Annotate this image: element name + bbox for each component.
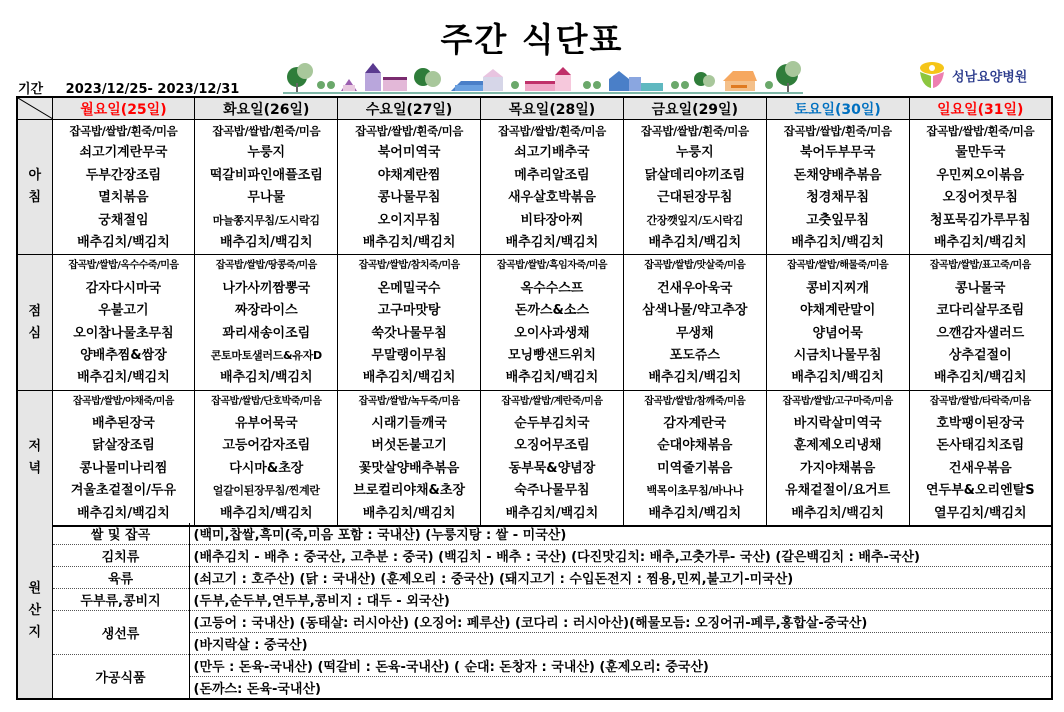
menu-cell xyxy=(52,255,195,390)
menu-item: 시금치나물무침 xyxy=(793,347,882,363)
menu-item: 잡곡밥/쌀밥/참치죽/미음 xyxy=(358,260,460,272)
menu-item: 열무김치/백김치 xyxy=(933,505,1027,521)
menu-cell xyxy=(481,390,624,526)
menu-item: 배추김치/백김치 xyxy=(77,370,170,386)
menu-item: 잡곡밥/쌀밥/참깨죽/미음 xyxy=(644,395,746,407)
menu-item: 짜장라이스 xyxy=(234,303,298,319)
origin-value: (배추김치 - 배추 : 중국산, 고추분 : 중국) (백김치 - 배추 : 국산) (다진맛김치: 배추,고춧가루- 국산) (갈은백김치 : 배추-국산) xyxy=(189,545,1052,567)
menu-item: 우불고기 xyxy=(98,303,149,319)
menu-cell xyxy=(195,120,338,255)
origin-category: 육류 xyxy=(52,567,189,589)
meal-label-char: 점 xyxy=(28,303,42,319)
menu-item: 쇠고기계란무국 xyxy=(79,145,168,161)
menu-cell xyxy=(195,255,338,390)
menu-item: 청경채무침 xyxy=(806,190,870,206)
menu-item: 온메밀국수 xyxy=(377,280,441,296)
hospital-logo xyxy=(918,59,1048,91)
origin-label xyxy=(17,523,52,699)
menu-item: 돈사태김치조림 xyxy=(936,438,1025,454)
menu-item: 가지야채볶음 xyxy=(799,460,876,476)
menu-item: 근대된장무침 xyxy=(657,190,733,206)
menu-item: 순대야채볶음 xyxy=(657,438,733,454)
menu-cell xyxy=(338,120,481,255)
menu-item: 잡곡밥/쌀밥/흰죽/미음 xyxy=(498,124,606,138)
menu-item: 나가사끼짬뽕국 xyxy=(222,280,311,296)
menu-item: 코다리살무조림 xyxy=(936,303,1025,319)
menu-cell xyxy=(481,120,624,255)
day-header-wed: 수요일(27일) xyxy=(338,97,481,120)
menu-item: 양념어묵 xyxy=(812,325,863,341)
day-header-tue: 화요일(26일) xyxy=(195,97,338,120)
origin-label-char: 지 xyxy=(28,624,42,640)
origin-value: (만두 : 돈육-국내산) (떡갈비 : 돈육-국내산) ( 순대: 돈창자 : 국내산) (훈제오리: 중국산) xyxy=(189,655,1052,677)
meal-label-char: 저 xyxy=(28,438,42,454)
day-header-sat: 토요일(30일) xyxy=(766,97,909,120)
menu-item: 으깬감자샐러드 xyxy=(936,325,1025,341)
origin-label-char: 원 xyxy=(28,580,42,596)
menu-item: 얼갈이된장무침/찐계란 xyxy=(212,484,320,498)
menu-item: 감자다시마국 xyxy=(85,280,162,296)
menu-item: 옥수수스프 xyxy=(520,280,584,296)
menu-item: 배추된장국 xyxy=(92,416,155,432)
menu-item: 북어두부무국 xyxy=(799,145,876,161)
menu-item: 새우살호박볶음 xyxy=(508,190,596,206)
menu-item: 멸치볶음 xyxy=(98,190,149,206)
origin-row xyxy=(17,611,1052,633)
meal-label-breakfast xyxy=(17,120,52,255)
menu-item: 북어미역국 xyxy=(377,145,441,161)
menu-item: 비타장아찌 xyxy=(520,212,584,228)
menu-item: 꽃맛살양배추볶음 xyxy=(358,460,460,476)
menu-item: 배추김치/백김치 xyxy=(505,234,599,250)
menu-item: 오징어젓무침 xyxy=(942,190,1018,206)
menu-item: 잡곡밥/쌀밥/흰죽/미음 xyxy=(69,124,178,138)
menu-item: 양배추찜&쌈장 xyxy=(80,347,167,363)
period-value: 2023/12/25- 2023/12/31 xyxy=(65,82,240,97)
menu-item: 무생채 xyxy=(675,325,714,341)
meal-row-dinner xyxy=(17,390,1052,526)
menu-item: 잡곡밥/쌀밥/야채죽/미음 xyxy=(72,395,174,407)
menu-cell xyxy=(338,390,481,526)
menu-cell xyxy=(52,390,195,526)
origin-value: (쇠고기 : 호주산) (닭 : 국내산) (훈제오리 : 중국산) (돼지고기 : 수입돈전지 : 찜용,민찌,불고기-미국산) xyxy=(189,567,1052,589)
village-illustration-icon xyxy=(283,55,803,95)
menu-item: 훈제제오리냉채 xyxy=(793,438,882,454)
origin-row xyxy=(17,589,1052,611)
menu-item: 유채겉절이/요거트 xyxy=(785,483,891,499)
menu-item: 잡곡밥/쌀밥/옥수수죽/미음 xyxy=(68,260,179,272)
day-header-sun: 일요일(31일) xyxy=(909,97,1052,120)
menu-item: 쑥갓나물무침 xyxy=(371,325,447,341)
menu-item: 배추김치/백김치 xyxy=(219,234,313,250)
menu-item: 떡갈비파인애플조림 xyxy=(209,167,323,183)
menu-cell xyxy=(623,255,766,390)
menu-cell xyxy=(481,255,624,390)
menu-item: 오이참나물초무침 xyxy=(73,325,174,341)
menu-cell xyxy=(623,120,766,255)
menu-item: 상추겉절이 xyxy=(948,347,1012,363)
meal-label-lunch xyxy=(17,255,52,390)
menu-item: 배추김치/백김치 xyxy=(933,234,1027,250)
meal-label-char: 아 xyxy=(28,168,42,184)
menu-item: 고구마맛탕 xyxy=(377,303,441,319)
menu-item: 겨울초겉절이/두유 xyxy=(70,483,177,499)
day-header-thu: 목요일(28일) xyxy=(481,97,624,120)
menu-item: 배추김치/백김치 xyxy=(791,234,884,250)
menu-item: 배추김치/백김치 xyxy=(648,234,742,250)
menu-item: 잡곡밥/쌀밥/녹두죽/미음 xyxy=(358,395,460,407)
origin-value: (고등어 : 국내산) (동태살: 러시아산) (오징어: 페루산) (코다리 : 러시아산)(해물모듬: 오징어귀-페루,홍합살-중국산) xyxy=(189,611,1052,633)
menu-item: 우민찌오이볶음 xyxy=(936,167,1025,183)
day-header-fri: 금요일(29일) xyxy=(623,97,766,120)
menu-item: 미역줄기볶음 xyxy=(657,460,733,476)
menu-item: 포도쥬스 xyxy=(669,347,720,363)
menu-item: 쇠고기배추국 xyxy=(514,145,590,161)
menu-item: 배추김치/백김치 xyxy=(219,505,313,521)
weekly-menu-table xyxy=(16,96,1053,527)
menu-cell xyxy=(909,390,1052,526)
menu-item: 잡곡밥/쌀밥/흰죽/미음 xyxy=(640,124,749,138)
day-header-mon: 월요일(25일) xyxy=(52,97,195,120)
menu-item: 배추김치/백김치 xyxy=(362,234,456,250)
menu-item: 잡곡밥/쌀밥/흰죽/미음 xyxy=(212,124,321,138)
origin-category: 쌀 및 잡곡 xyxy=(52,523,189,545)
origin-row xyxy=(17,567,1052,589)
menu-item: 배추김치/백김치 xyxy=(505,505,599,521)
menu-item: 잡곡밥/쌀밥/단호박죽/미음 xyxy=(211,395,322,407)
origin-row xyxy=(17,523,1052,545)
origin-table xyxy=(16,523,1053,700)
origin-label-char: 산 xyxy=(28,602,42,618)
menu-item: 버섯돈불고기 xyxy=(371,438,447,454)
menu-item: 배추김치/백김치 xyxy=(505,370,599,386)
menu-item: 콘토마토샐러드&유자D xyxy=(210,348,322,362)
menu-item: 순두부김치국 xyxy=(514,416,590,432)
menu-item: 꽈리새송이조림 xyxy=(222,325,311,341)
hospital-name: 성남요양병원 xyxy=(952,69,1028,85)
menu-cell xyxy=(623,390,766,526)
menu-item: 돈까스&소스 xyxy=(514,303,590,319)
period-label: 기간 xyxy=(18,82,44,97)
menu-item: 잡곡밥/쌀밥/흰죽/미음 xyxy=(926,124,1035,138)
menu-item: 콩나물국 xyxy=(955,280,1006,296)
page-title: 주간 식단표 xyxy=(440,20,624,59)
origin-row xyxy=(17,545,1052,567)
menu-item: 시래기들깨국 xyxy=(371,416,447,432)
menu-item: 콩나물무침 xyxy=(377,190,441,206)
menu-item: 건새우볶음 xyxy=(948,460,1012,476)
menu-cell xyxy=(195,390,338,526)
menu-item: 숙주나물무침 xyxy=(514,483,590,499)
menu-item: 유부어묵국 xyxy=(234,416,298,432)
menu-item: 닭살데리야끼조림 xyxy=(644,167,746,183)
menu-item: 배추김치/백김치 xyxy=(77,234,170,250)
menu-item: 누룽지 xyxy=(247,145,286,161)
origin-value: (두부,순두부,연두부,콩비지 : 대두 - 외국산) xyxy=(189,589,1052,611)
menu-item: 마늘쫑지무침/도시락김 xyxy=(212,213,320,227)
menu-item: 물만두국 xyxy=(955,145,1006,161)
menu-item: 무나물 xyxy=(247,190,286,206)
menu-item: 백목이초무침/바나나 xyxy=(646,484,744,498)
menu-item: 잡곡밥/쌀밥/흑임자죽/미음 xyxy=(496,260,608,272)
menu-item: 배추김치/백김치 xyxy=(933,370,1027,386)
menu-item: 잡곡밥/쌀밥/맛살죽/미음 xyxy=(644,260,746,272)
origin-category: 가공식품 xyxy=(52,655,189,700)
menu-item: 고춧잎무침 xyxy=(806,212,870,228)
menu-item: 간장깻잎지/도시락김 xyxy=(646,213,744,227)
menu-item: 닭살장조림 xyxy=(92,438,155,454)
menu-item: 누룽지 xyxy=(675,145,714,161)
origin-category: 생선류 xyxy=(52,611,189,655)
meal-label-dinner xyxy=(17,390,52,526)
menu-item: 배추김치/백김치 xyxy=(791,505,884,521)
origin-category: 김치류 xyxy=(52,545,189,567)
menu-cell xyxy=(52,120,195,255)
origin-value: (백미,찹쌀,흑미(죽,미음 포함 : 국내산) (누룽지탕 : 쌀 - 미국산) xyxy=(189,523,1052,545)
menu-item: 연두부&오리엔탈S xyxy=(925,483,1035,499)
menu-item: 오이사과생채 xyxy=(514,325,590,341)
menu-item: 건새우아욱국 xyxy=(657,280,733,296)
meal-row-lunch xyxy=(17,255,1052,390)
menu-item: 모닝빵샌드위치 xyxy=(508,347,596,363)
menu-item: 고등어감자조림 xyxy=(222,438,311,454)
menu-item: 배추김치/백김치 xyxy=(219,370,313,386)
menu-item: 감자계란국 xyxy=(663,416,727,432)
menu-item: 배추김치/백김치 xyxy=(648,505,742,521)
menu-item: 배추김치/백김치 xyxy=(791,370,884,386)
menu-item: 콩비지찌개 xyxy=(806,280,870,296)
menu-item: 야채계란찜 xyxy=(377,167,441,183)
origin-category: 두부류,콩비지 xyxy=(52,589,189,611)
origin-value: (바지락살 : 중국산) xyxy=(189,633,1052,655)
menu-item: 잡곡밥/쌀밥/흰죽/미음 xyxy=(355,124,463,138)
menu-item: 잡곡밥/쌀밥/타락죽/미음 xyxy=(929,395,1031,407)
menu-item: 동부묵&양념장 xyxy=(508,460,596,476)
menu-item: 잡곡밥/쌀밥/계란죽/미음 xyxy=(501,395,603,407)
day-header-row xyxy=(17,97,1052,120)
menu-item: 잡곡밥/쌀밥/흰죽/미음 xyxy=(783,124,892,138)
menu-item: 배추김치/백김치 xyxy=(648,370,742,386)
menu-cell xyxy=(909,255,1052,390)
menu-item: 메추리알조림 xyxy=(514,167,590,183)
menu-cell xyxy=(766,120,909,255)
hospital-logo-icon xyxy=(918,60,946,90)
menu-item: 잡곡밥/쌀밥/땅콩죽/미음 xyxy=(215,260,317,272)
menu-item: 호박팽이된장국 xyxy=(936,416,1025,432)
origin-row xyxy=(17,655,1052,677)
meal-label-char: 침 xyxy=(28,190,42,206)
menu-item: 배추김치/백김치 xyxy=(362,370,456,386)
menu-item: 바지락살미역국 xyxy=(793,416,882,432)
menu-item: 잡곡밥/쌀밥/해물죽/미음 xyxy=(787,260,889,272)
menu-item: 잡곡밥/쌀밥/고구마죽/미음 xyxy=(782,395,893,407)
menu-item: 배추김치/백김치 xyxy=(362,505,456,521)
corner-cell xyxy=(17,97,52,120)
menu-item: 오이지무침 xyxy=(377,212,441,228)
menu-cell xyxy=(766,390,909,526)
menu-cell xyxy=(909,120,1052,255)
menu-item: 청포묵김가루무침 xyxy=(930,212,1031,228)
meal-row-breakfast xyxy=(17,120,1052,255)
menu-item: 오징어무조림 xyxy=(514,438,590,454)
menu-cell xyxy=(766,255,909,390)
menu-item: 돈채양배추볶음 xyxy=(793,167,882,183)
menu-item: 콩나물미나리찜 xyxy=(79,460,168,476)
meal-label-char: 녁 xyxy=(28,460,42,476)
origin-value: (돈까스: 돈육-국내산) xyxy=(193,682,321,697)
menu-item: 브로컬리야채&초장 xyxy=(353,483,466,499)
menu-item: 야채계란말이 xyxy=(799,303,876,319)
menu-item: 삼색나물/약고추장 xyxy=(642,303,748,319)
menu-item: 배추김치/백김치 xyxy=(77,505,170,521)
menu-cell xyxy=(338,255,481,390)
menu-item: 무말랭이무침 xyxy=(371,347,447,363)
menu-item: 다시마&초장 xyxy=(229,460,304,476)
menu-item: 궁채절임 xyxy=(98,212,149,228)
period xyxy=(18,78,239,97)
menu-item: 잡곡밥/쌀밥/표고죽/미음 xyxy=(929,260,1031,272)
menu-item: 두부간장조림 xyxy=(85,167,162,183)
meal-label-char: 심 xyxy=(28,325,42,341)
